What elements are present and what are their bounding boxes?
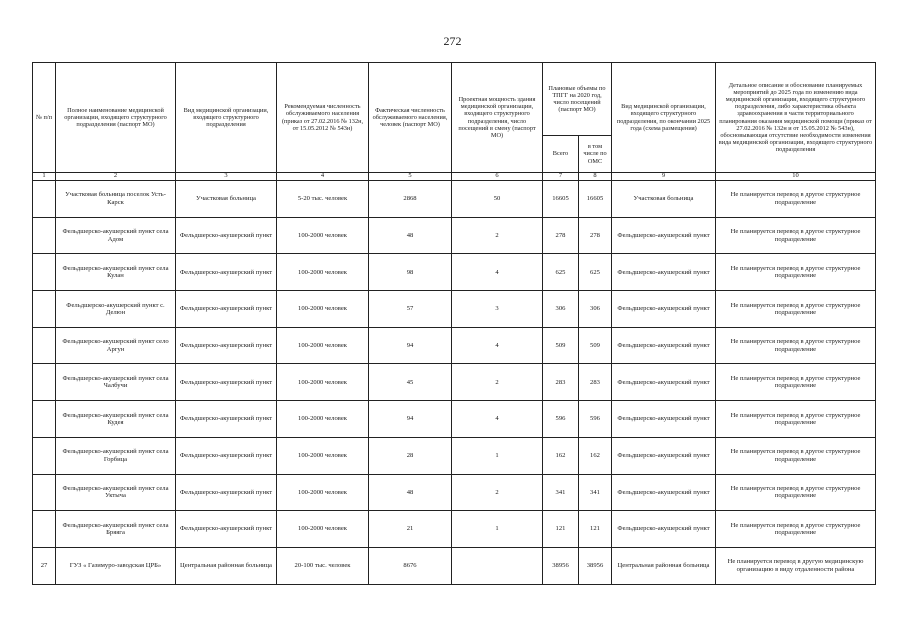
- header-total: Всего: [543, 136, 579, 173]
- header-number: № п/п: [33, 63, 56, 173]
- organization-type: Фельдшерско-акушерский пункт: [176, 511, 277, 548]
- header-description: Детальное описание и обоснование планируемых мероприятий до 2025 года по изменению вида медицинской организации, входящего структурного подразделения, либо характеристика объекта здравоохранения в части территориального планирования оказания медицинской помощи (приказ от 27.02.2016 № 132н и от 15.05.2012 № 543н), обосновывающая отсутствие необходимости изменения вида медицинской организации, входящего структурного подразделения: [716, 63, 876, 173]
- organization-type-2025: Центральная районная больница: [612, 547, 716, 584]
- row-number: [33, 291, 56, 328]
- organization-type: Фельдшерско-акушерский пункт: [176, 364, 277, 401]
- organization-name: Фельдшерско-акушерский пункт села Адом: [56, 217, 176, 254]
- description: Не планируется перевод в другое структурное подразделение: [716, 181, 876, 218]
- table-row: [33, 254, 876, 291]
- recommended-population: 100-2000 человек: [277, 474, 369, 511]
- description: Не планируется перевод в другое структурное подразделение: [716, 401, 876, 438]
- recommended-population: 100-2000 человек: [277, 327, 369, 364]
- organization-name: Фельдшерско-акушерский пункт с. Делюн: [56, 291, 176, 328]
- organization-name: Фельдшерско-акушерский пункт село Аргун: [56, 327, 176, 364]
- page-number: 272: [443, 34, 462, 48]
- organization-type-2025: Фельдшерско-акушерский пункт: [612, 327, 716, 364]
- visits-total: 625: [543, 254, 579, 291]
- visits-total: 162: [543, 437, 579, 474]
- row-number: [33, 327, 56, 364]
- table-row: [33, 217, 876, 254]
- organization-type: Фельдшерско-акушерский пункт: [176, 254, 277, 291]
- recommended-population: 100-2000 человек: [277, 401, 369, 438]
- recommended-population: 5-20 тыс. человек: [277, 181, 369, 218]
- visits-oms: 278: [579, 217, 612, 254]
- row-number: 27: [33, 547, 56, 584]
- visits-oms: 596: [579, 401, 612, 438]
- table-row: [33, 291, 876, 328]
- column-index: 9: [612, 173, 716, 181]
- design-capacity: 2: [452, 217, 543, 254]
- design-capacity: 4: [452, 254, 543, 291]
- actual-population: 48: [369, 474, 452, 511]
- actual-population: 48: [369, 217, 452, 254]
- table-row: [33, 437, 876, 474]
- header-org-type-2025: Вид медицинской организации, входящего структурного подразделения, по окончании 2025 года (схема размещения): [612, 63, 716, 173]
- visits-oms: 625: [579, 254, 612, 291]
- header-planned-volumes: Плановые объемы по ТПГГ на 2020 год, число посещений (паспорт МО): [543, 63, 612, 136]
- organization-type-2025: Фельдшерско-акушерский пункт: [612, 217, 716, 254]
- column-index: 4: [277, 173, 369, 181]
- organization-name: ГУЗ « Газимуро-заводская ЦРБ»: [56, 547, 176, 584]
- description: Не планируется перевод в другое структурное подразделение: [716, 217, 876, 254]
- organization-type: Фельдшерско-акушерский пункт: [176, 327, 277, 364]
- design-capacity: [452, 547, 543, 584]
- row-number: [33, 364, 56, 401]
- visits-total: 341: [543, 474, 579, 511]
- visits-oms: 306: [579, 291, 612, 328]
- description: Не планируется перевод в другую медицинскую организацию в виду отдаленности района: [716, 547, 876, 584]
- recommended-population: 100-2000 человек: [277, 291, 369, 328]
- actual-population: 8676: [369, 547, 452, 584]
- visits-oms: 38956: [579, 547, 612, 584]
- description: Не планируется перевод в другое структурное подразделение: [716, 291, 876, 328]
- actual-population: 45: [369, 364, 452, 401]
- organization-type: Фельдшерско-акушерский пункт: [176, 474, 277, 511]
- header-full-name: Полное наименование медицинской организации, входящего структурного подразделения (паспорт МО): [56, 63, 176, 173]
- visits-total: 306: [543, 291, 579, 328]
- table-row: [33, 327, 876, 364]
- design-capacity: 50: [452, 181, 543, 218]
- column-index: 10: [716, 173, 876, 181]
- description: Не планируется перевод в другое структурное подразделение: [716, 437, 876, 474]
- visits-total: 509: [543, 327, 579, 364]
- recommended-population: 100-2000 человек: [277, 364, 369, 401]
- description: Не планируется перевод в другое структурное подразделение: [716, 364, 876, 401]
- actual-population: 28: [369, 437, 452, 474]
- description: Не планируется перевод в другое структурное подразделение: [716, 254, 876, 291]
- row-number: [33, 437, 56, 474]
- organization-type-2025: Фельдшерско-акушерский пункт: [612, 437, 716, 474]
- actual-population: 94: [369, 401, 452, 438]
- row-number: [33, 181, 56, 218]
- design-capacity: 1: [452, 511, 543, 548]
- header-recommended-population: Рекомендуемая численность обслуживаемого населения (приказ от 27.02.2016 № 132н, от 15.05.2012 № 543н): [277, 63, 369, 173]
- actual-population: 21: [369, 511, 452, 548]
- visits-oms: 16605: [579, 181, 612, 218]
- organization-type: Фельдшерско-акушерский пункт: [176, 437, 277, 474]
- visits-oms: 162: [579, 437, 612, 474]
- row-number: [33, 511, 56, 548]
- design-capacity: 2: [452, 474, 543, 511]
- row-number: [33, 474, 56, 511]
- design-capacity: 4: [452, 401, 543, 438]
- actual-population: 2868: [369, 181, 452, 218]
- organization-name: Фельдшерско-акушерский пункт села Горбица: [56, 437, 176, 474]
- organization-name: Фельдшерско-акушерский пункт села Уктыча: [56, 474, 176, 511]
- actual-population: 94: [369, 327, 452, 364]
- column-index: 7: [543, 173, 579, 181]
- organization-type-2025: Фельдшерско-акушерский пункт: [612, 401, 716, 438]
- table-row: [33, 474, 876, 511]
- organization-type-2025: Фельдшерско-акушерский пункт: [612, 474, 716, 511]
- design-capacity: 2: [452, 364, 543, 401]
- organization-type-2025: Фельдшерско-акушерский пункт: [612, 254, 716, 291]
- organization-type: Участковая больница: [176, 181, 277, 218]
- visits-oms: 341: [579, 474, 612, 511]
- description: Не планируется перевод в другое структурное подразделение: [716, 511, 876, 548]
- header-actual-population: Фактическая численность обслуживаемого населения, человек (паспорт МО): [369, 63, 452, 173]
- table-body: [33, 173, 876, 585]
- recommended-population: 20-100 тыс. человек: [277, 547, 369, 584]
- actual-population: 98: [369, 254, 452, 291]
- recommended-population: 100-2000 человек: [277, 511, 369, 548]
- visits-oms: 509: [579, 327, 612, 364]
- design-capacity: 3: [452, 291, 543, 328]
- table-row: [33, 547, 876, 584]
- table-row: [33, 511, 876, 548]
- recommended-population: 100-2000 человек: [277, 437, 369, 474]
- visits-oms: 121: [579, 511, 612, 548]
- column-index: 3: [176, 173, 277, 181]
- row-number: [33, 217, 56, 254]
- visits-total: 38956: [543, 547, 579, 584]
- organization-name: Фельдшерско-акушерский пункт села Кулан: [56, 254, 176, 291]
- organization-type: Фельдшерско-акушерский пункт: [176, 217, 277, 254]
- organization-type: Центральная районная больница: [176, 547, 277, 584]
- design-capacity: 4: [452, 327, 543, 364]
- visits-total: 16605: [543, 181, 579, 218]
- table-row: [33, 364, 876, 401]
- organization-name: Фельдшерско-акушерский пункт села Чалбучи: [56, 364, 176, 401]
- visits-oms: 283: [579, 364, 612, 401]
- visits-total: 283: [543, 364, 579, 401]
- header-org-type: Вид медицинской организации, входящего структурного подразделения: [176, 63, 277, 173]
- description: Не планируется перевод в другое структурное подразделение: [716, 474, 876, 511]
- organization-name: Фельдшерско-акушерский пункт села Кудея: [56, 401, 176, 438]
- description: Не планируется перевод в другое структурное подразделение: [716, 327, 876, 364]
- organization-type: Фельдшерско-акушерский пункт: [176, 401, 277, 438]
- column-index: 5: [369, 173, 452, 181]
- organization-type-2025: Фельдшерско-акушерский пункт: [612, 291, 716, 328]
- row-number: [33, 401, 56, 438]
- visits-total: 278: [543, 217, 579, 254]
- column-index: 6: [452, 173, 543, 181]
- column-index: 2: [56, 173, 176, 181]
- organization-type: Фельдшерско-акушерский пункт: [176, 291, 277, 328]
- organization-name: Участковая больница поселок Усть-Карск: [56, 181, 176, 218]
- visits-total: 596: [543, 401, 579, 438]
- visits-total: 121: [543, 511, 579, 548]
- header-design-capacity: Проектная мощность здания медицинской организации, входящего структурного подразделения, число посещений в смену (паспорт МО): [452, 63, 543, 173]
- medical-organizations-table: [32, 62, 876, 585]
- recommended-population: 100-2000 человек: [277, 217, 369, 254]
- column-index: 1: [33, 173, 56, 181]
- column-index: 8: [579, 173, 612, 181]
- design-capacity: 1: [452, 437, 543, 474]
- header-oms: в том числе по ОМС: [579, 136, 612, 173]
- organization-name: Фельдшерско-акушерский пункт села Бряяга: [56, 511, 176, 548]
- organization-type-2025: Фельдшерско-акушерский пункт: [612, 364, 716, 401]
- row-number: [33, 254, 56, 291]
- table-row: [33, 401, 876, 438]
- column-index-row: [33, 173, 876, 181]
- organization-type-2025: Участковая больница: [612, 181, 716, 218]
- recommended-population: 100-2000 человек: [277, 254, 369, 291]
- table-row: [33, 181, 876, 218]
- actual-population: 57: [369, 291, 452, 328]
- organization-type-2025: Фельдшерско-акушерский пункт: [612, 511, 716, 548]
